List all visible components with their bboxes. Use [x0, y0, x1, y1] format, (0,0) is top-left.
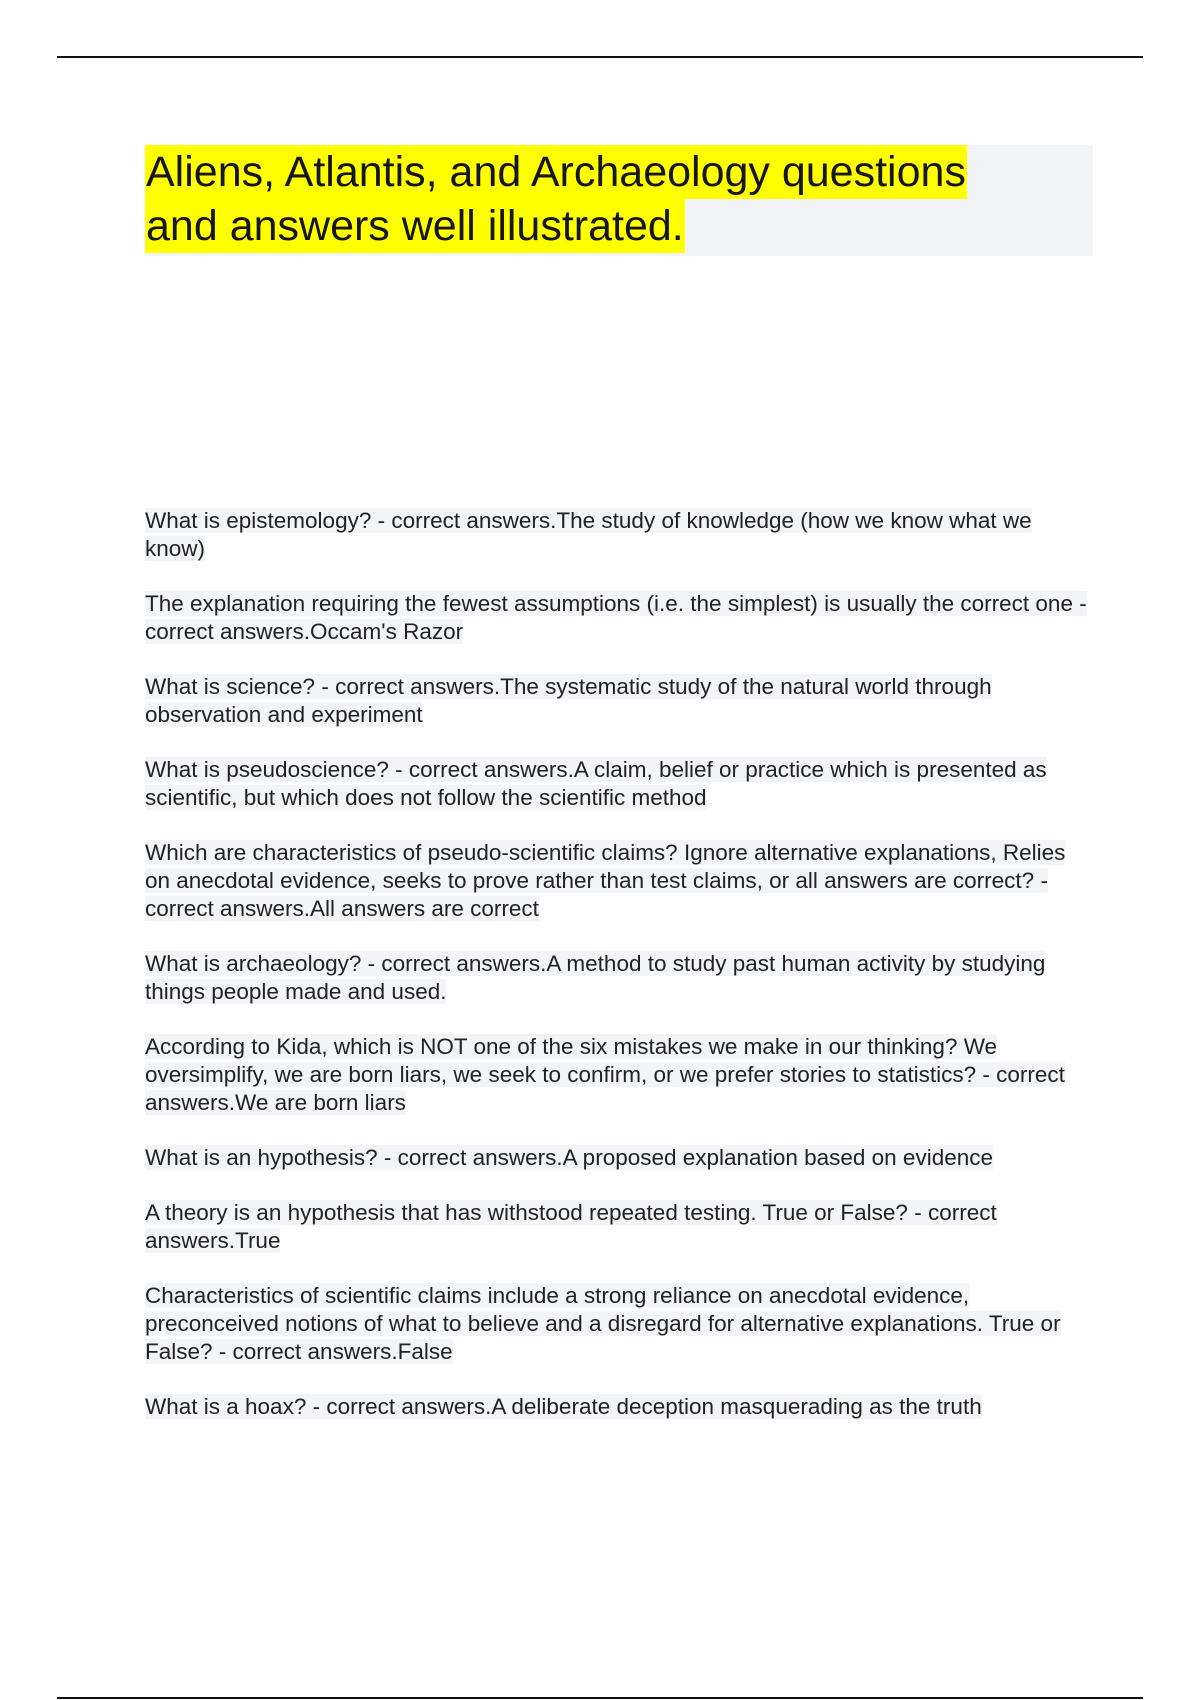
- qa-item-hoax: What is a hoax? - correct answers.A deliberate deception masquerading as the truth: [145, 1394, 982, 1419]
- top-divider: [57, 56, 1143, 58]
- qa-item-pseudo-claims: Which are characteristics of pseudo-scientific claims? Ignore alternative explanations, Relies on anecdotal evidence, seeks to prove rather than test claims, or all answers are correct? - correct answers.All answers are correct: [145, 840, 1066, 921]
- bottom-divider: [57, 1697, 1143, 1699]
- qa-item-occams-razor: The explanation requiring the fewest assumptions (i.e. the simplest) is usually the correct one - correct answers.Occam's Razor: [145, 591, 1087, 644]
- title-line-2: and answers well illustrated.: [145, 199, 685, 253]
- qa-item-science: What is science? - correct answers.The systematic study of the natural world through observation and experiment: [145, 674, 992, 727]
- title-line-1: Aliens, Atlantis, and Archaeology questions: [145, 145, 967, 199]
- qa-list: [145, 507, 1095, 1448]
- qa-item-hypothesis: What is an hypothesis? - correct answers.A proposed explanation based on evidence: [145, 1145, 994, 1170]
- qa-item-archaeology: What is archaeology? - correct answers.A method to study past human activity by studying things people made and used.: [145, 951, 1046, 1004]
- qa-item-theory: A theory is an hypothesis that has withstood repeated testing. True or False? - correct answers.True: [145, 1200, 997, 1253]
- qa-item-epistemology: What is epistemology? - correct answers.The study of knowledge (how we know what we know): [145, 508, 1032, 561]
- qa-item-kida: According to Kida, which is NOT one of the six mistakes we make in our thinking? We oversimplify, we are born liars, we seek to confirm, or we prefer stories to statistics? - correct answers.We are born liars: [145, 1034, 1065, 1115]
- qa-item-pseudoscience: What is pseudoscience? - correct answers.A claim, belief or practice which is presented as scientific, but which does not follow the scientific method: [145, 757, 1047, 810]
- document-title: [145, 145, 1093, 256]
- qa-item-scientific-claims: Characteristics of scientific claims include a strong reliance on anecdotal evidence, preconceived notions of what to believe and a disregard for alternative explanations. True or False? - correct answers.False: [145, 1283, 1061, 1364]
